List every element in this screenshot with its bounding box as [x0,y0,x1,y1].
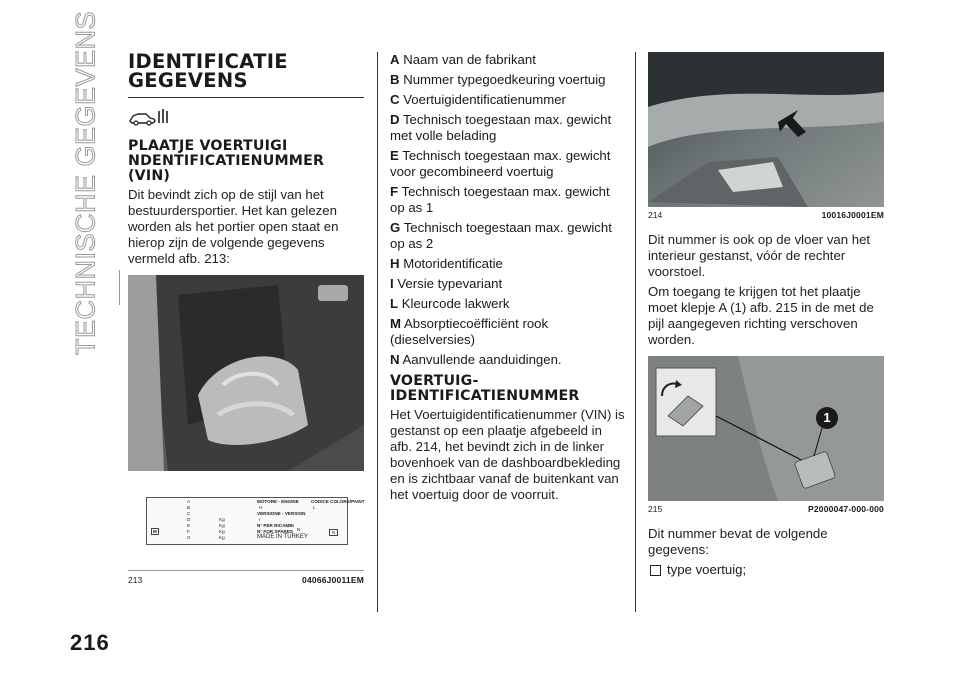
plate-label-m: M [153,529,157,534]
title-divider [128,97,364,98]
side-rule [119,270,120,305]
legend-item-m: M Absorptiecoëfficiënt rook (dieselversies) [390,316,549,347]
legend-item-h: H Motoridentificatie [390,256,503,271]
legend-item-e: E Technisch toegestaan max. gewicht voor gecombineerd voertuig [390,148,611,179]
plate-letter: C [187,511,191,516]
plate-letter: F [187,529,190,534]
windshield-photo [648,52,884,207]
access-paragraph: Om toegang te krijgen tot het plaatje moet klepje A (1) afb. 215 in de met de pijl aangegeven richting verschoven worden. [648,284,874,347]
column-divider [635,52,636,612]
figure-213 [128,275,365,585]
legend-item-n: N Aanvullende aanduidingen. [390,352,562,367]
legend-item-l: L Kleurcode lakwerk [390,296,510,311]
plate-versione: VERSIONE - VERSION [257,511,306,516]
plate-kg: Kg [219,535,225,540]
callout-1: 1 [823,410,831,425]
legend-item-i: I Versie typevariant [390,276,503,291]
figure-215-caption [648,504,884,514]
legend-item-b: B Nummer typegoedkeuring voertuig [390,72,606,87]
vin-plate-paragraph: Dit bevindt zich op de stijl van het bestuurdersportier. Het kan gelezen worden als het portier open staat en hierop zijn de volgende gegevens vermeld afb. 213: [128,187,339,266]
column-divider [377,52,378,612]
figure-214-caption [648,210,884,220]
checkbox-bullet-icon [650,565,661,576]
plate-ricambi: N° PER RICAMBI [257,523,294,528]
legend-item-f: F Technisch toegestaan max. gewicht op as 1 [390,184,610,215]
plate-letter: E [187,523,191,528]
plate-n-box: N [329,529,338,536]
plate-n-small: N [297,527,301,532]
figure-214 [648,52,884,207]
plate-codice: CODICE COLORE/PAINT [311,499,365,504]
figure-number: 214 [648,210,663,220]
plate-made: MADE IN TURKEY [257,534,308,540]
floor-flap-photo [648,356,884,501]
car-with-lines-icon [128,106,172,126]
figure-215 [648,356,884,501]
column-2 [390,52,626,507]
vin-paragraph: Het Voertuigidentificatienummer (VIN) is gestanst op een plaatje afgebeeld in afb. 214, het bevindt zich in de linker bovenhoek van de dashboardbekleding en is zichtbaar vanaf de buitenkant van het voertuig door de voorruit. [390,407,625,502]
legend-item-d: D Technisch toegestaan max. gewicht met volle belading [390,112,612,143]
section-tab [66,10,106,356]
figure-id: 04066J0011EM [302,575,364,585]
plate-letter: A [187,499,191,504]
plate-spares: N° FOR SPARES [257,529,293,534]
bullet-text: type voertuig; [667,562,747,577]
plate-h: H [259,505,263,510]
column-1 [128,50,365,585]
legend-list [390,52,626,368]
contents-paragraph: Dit nummer bevat de volgende gegevens: [648,526,828,557]
figure-number: 213 [128,575,143,585]
plate-motore: MOTORE - ENGINE [257,499,299,504]
vin-heading: VOERTUIG- IDENTIFICATIENUMMER [390,373,580,404]
figure-213-caption-rule [128,570,364,571]
section-title: IDENTIFICATIE GEGEVENS [128,50,288,92]
plate-letter: D [187,517,191,522]
legend-item-c: C Voertuigidentificatienummer [390,92,566,107]
plate-kg: Kg [219,517,225,522]
plate-letter: B [187,505,191,510]
figure-id: 10016J0001EM [821,210,884,220]
page-number: 216 [70,630,110,655]
plate-kg: Kg [219,529,225,534]
figure-id: P2000047-000-000 [808,504,884,514]
plate-l: L [313,505,316,510]
column-3 [648,52,884,578]
bullet-item [648,562,884,578]
floor-paragraph: Dit nummer is ook op de vloer van het interieur gestanst, vóór de rechter voorstoel. [648,232,871,279]
vin-plate [146,497,365,545]
legend-item-a: A Naam van de fabrikant [390,52,536,67]
legend-item-g: G Technisch toegestaan max. gewicht op as 2 [390,220,612,251]
figure-213-caption [128,575,364,585]
plate-i: I [259,517,261,522]
figure-number: 215 [648,504,663,514]
plate-kg: Kg [219,523,225,528]
vin-plate-heading: PLAATJE VOERTUIGI NDENTIFICATIENUMMER (VIN) [128,138,325,184]
plate-letter: G [187,535,191,540]
section-tab-label: TECHNISCHE GEGEVENS [70,10,101,356]
door-pillar-illustration [128,275,364,471]
